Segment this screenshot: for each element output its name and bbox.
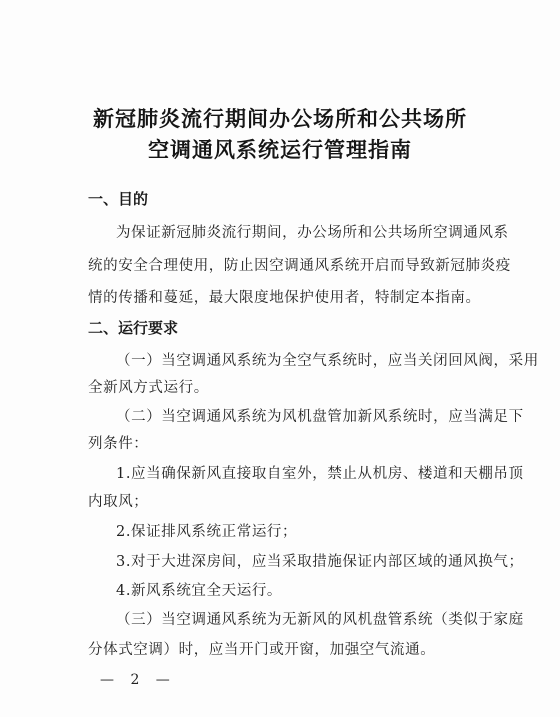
paragraph-line: 4.新风系统宜全天运行。 — [116, 583, 283, 599]
document-title-line2: 空调通风系统运行管理指南 — [148, 138, 412, 162]
document-title-line1: 新冠肺炎流行期间办公场所和公共场所 — [93, 107, 467, 131]
paragraph-line: 统的安全合理使用，防止因空调通风系统开启而导致新冠肺炎疫 — [88, 258, 511, 274]
paragraph-line: 内取风； — [88, 494, 149, 510]
section2-heading: 二、运行要求 — [88, 319, 179, 337]
paragraph-line: （三）当空调通风系统为无新风的风机盘管系统（类似于家庭 — [116, 612, 524, 628]
paragraph-line: 3.对于大进深房间，应当采取措施保证内部区域的通风换气； — [116, 554, 524, 570]
paragraph-line: 为保证新冠肺炎流行期间，办公场所和公共场所空调通风系 — [116, 225, 509, 241]
paragraph-line: 列条件： — [88, 436, 149, 452]
paragraph-line: （一）当空调通风系统为全空气系统时，应当关闭回风阀，采用 — [116, 353, 539, 369]
paragraph-line: 1.应当确保新风直接取自室外，禁止从机房、楼道和天棚吊顶 — [116, 466, 524, 482]
paragraph-line: 情的传播和蔓延，最大限度地保护使用者，特制定本指南。 — [88, 290, 481, 306]
paragraph-line: （二）当空调通风系统为风机盘管加新风系统时，应当满足下 — [116, 409, 524, 425]
paragraph-line: 分体式空调）时，应当开门或开窗，加强空气流通。 — [88, 642, 436, 658]
page-number: — 2 — — [100, 672, 176, 688]
section1-heading: 一、目的 — [88, 190, 149, 208]
paragraph-line: 2.保证排风系统正常运行； — [116, 524, 298, 540]
paragraph-line: 全新风方式运行。 — [88, 380, 209, 396]
